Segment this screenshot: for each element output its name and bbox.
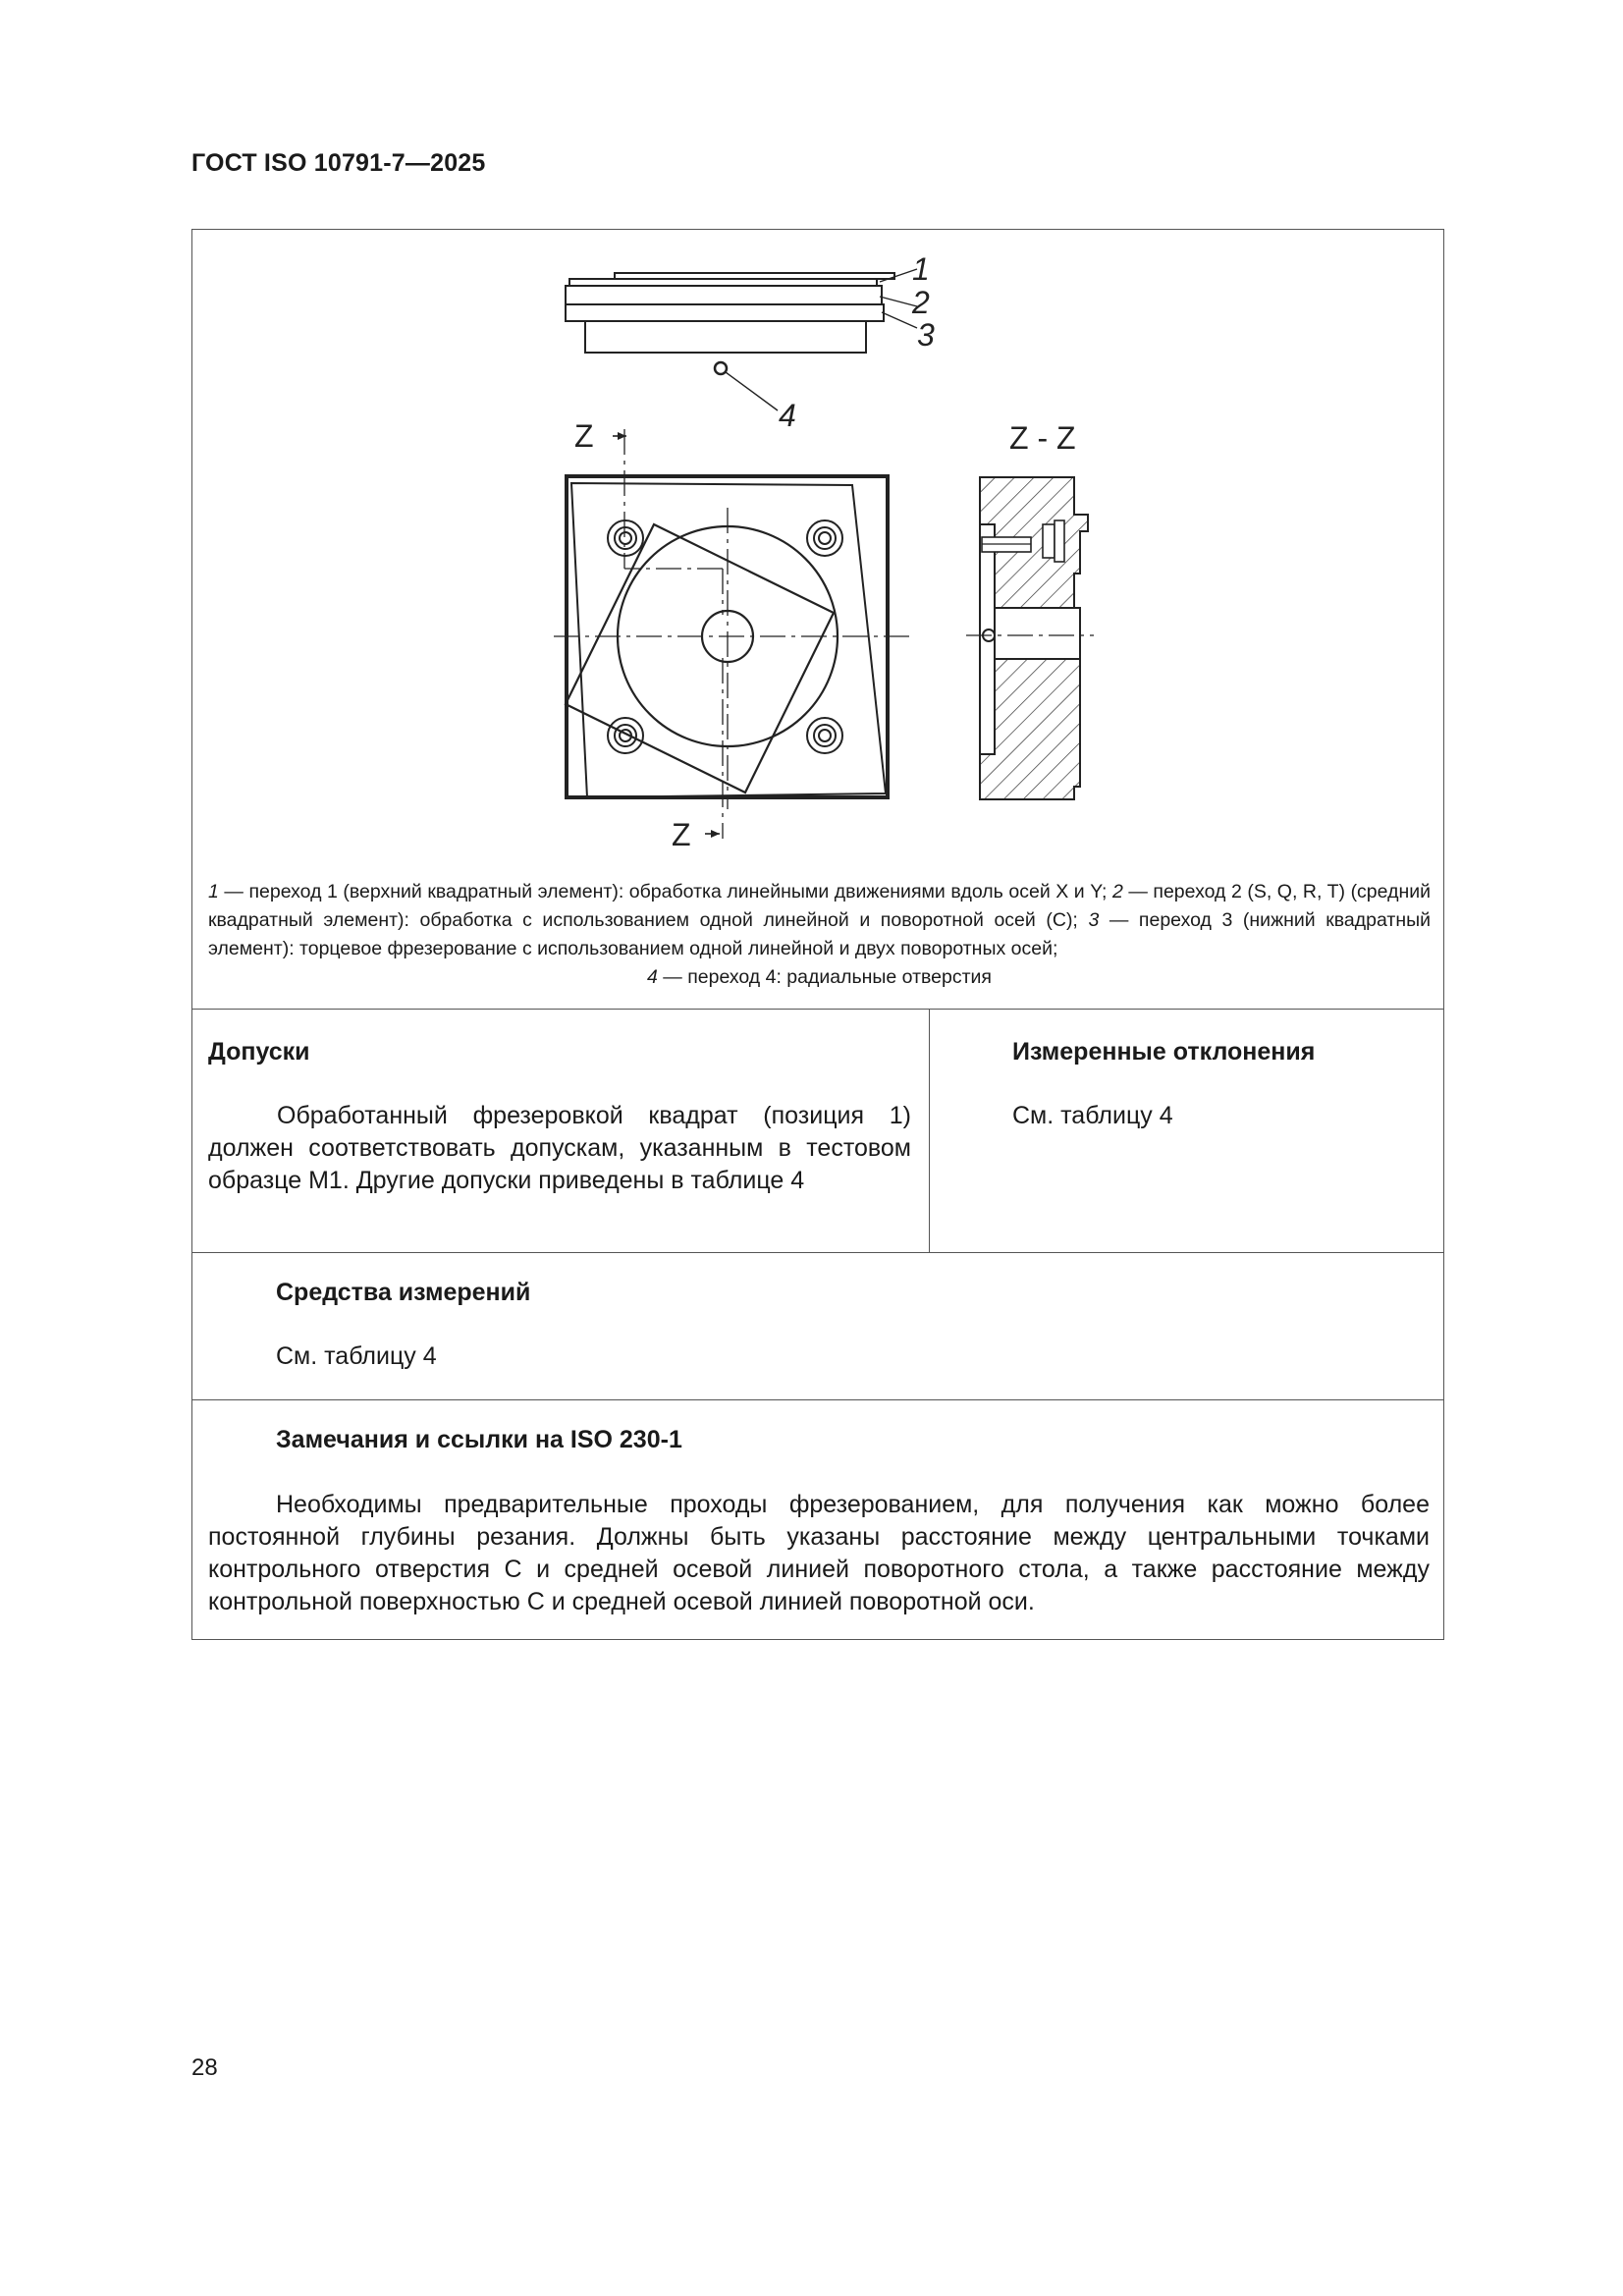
callout-1: 1 [912, 251, 930, 287]
instruments-title: Средства измерений [276, 1279, 531, 1306]
figure-caption [208, 878, 1431, 992]
callout-3: 3 [917, 317, 935, 353]
row-divider [192, 1009, 1443, 1010]
tolerances-title: Допуски [208, 1038, 310, 1066]
instruments-text: См. таблицу 4 [276, 1342, 437, 1370]
caption-item-3: — переход 3 (нижний квадратный элемент): торцевое фрезерование с использованием одной линейной и двух поворотных осей; [208, 909, 1432, 959]
tolerances-text: Обработанный фрезеровкой квадрат (позиция 1) должен соответствовать допускам, указанным в тестовом образце М1. Другие допуски приведены в таблице 4 [208, 1102, 911, 1194]
plan-view [554, 429, 909, 839]
caption-num-1: 1 [208, 881, 219, 902]
elevation-view [566, 269, 917, 410]
callout-4: 4 [779, 398, 796, 433]
row-divider [192, 1252, 1443, 1253]
row-divider [192, 1399, 1443, 1400]
caption-item-4: — переход 4: радиальные отверстия [657, 966, 992, 988]
caption-num-2: 2 [1111, 881, 1123, 902]
caption-item-2: — переход 2 (S, Q, R, T) (средний квадратный элемент): обработка с использованием одной линейной и поворотной осей (С); [208, 881, 1432, 931]
column-divider [929, 1009, 930, 1252]
measured-text: См. таблицу 4 [1012, 1102, 1173, 1129]
measured-title: Измеренные отклонения [1012, 1038, 1316, 1066]
section-mark-bottom: Z [672, 817, 691, 852]
document-header: ГОСТ ISO 10791-7—2025 [191, 149, 486, 177]
notes-text: Необходимы предварительные проходы фрезерованием, для получения как можно более постоянной глубины резания. Должны быть указаны расстояние между центральными точками контрольного отверстия С и средней осевой линией поворотного стола, а также расстояние между контрольной поверхностью С и средней осевой линией поворотной оси. [208, 1491, 1430, 1615]
caption-num-3: 3 [1088, 909, 1100, 931]
machining-test-figure [192, 230, 1445, 868]
caption-num-4: 4 [647, 966, 658, 988]
section-title: Z - Z [1009, 420, 1076, 456]
page-number: 28 [191, 2054, 218, 2081]
section-view [966, 477, 1094, 799]
callout-2: 2 [912, 285, 930, 320]
caption-item-1: — переход 1 (верхний квадратный элемент): обработка линейными движениями вдоль осей X и Y; [218, 881, 1112, 902]
section-mark-top: Z [574, 418, 594, 454]
notes-title: Замечания и ссылки на ISO 230-1 [276, 1426, 682, 1453]
test-table-frame [191, 229, 1444, 1640]
